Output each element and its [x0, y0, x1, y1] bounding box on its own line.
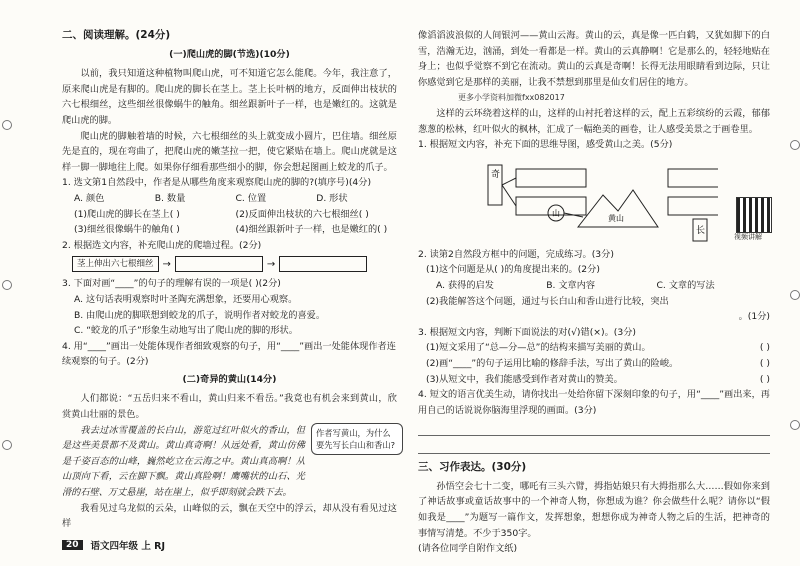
judge-row: [418, 340, 770, 356]
sub-question[interactable]: (4)细丝跟新叶子一样，也是嫩红的( ): [235, 224, 388, 236]
binding-hole: [790, 140, 800, 150]
question-stem: 4. 用“____”画出一处能体现作者细致观察的句子，用“____”画出一处能体现作者连续观察的句子。(2分): [62, 340, 396, 368]
qr-code-icon[interactable]: [736, 197, 772, 233]
option: B. 数量: [154, 192, 186, 204]
answer-paren[interactable]: ( ): [759, 357, 770, 369]
sub-question[interactable]: (1)爬山虎的脚长在茎上( ): [74, 208, 180, 220]
option: C. “蛟龙的爪子”形象生动地写出了爬山虎的脚的形状。: [74, 325, 298, 337]
watermark-text: 更多小学资料加微fxx082017: [458, 93, 565, 103]
question-bubble: 作者写黄山，为什么要先写长白山和香山?: [311, 423, 403, 455]
binding-hole: [2, 280, 12, 290]
sub-question[interactable]: (1)这个问题是从( )的角度提出来的。(2分): [426, 264, 600, 276]
answer-line[interactable]: [418, 440, 770, 454]
writing-prompt: 孙悟空会七十二变，哪吒有三头六臂，拇指姑娘只有大拇指那么大……假如你来到了神话故事或童话故事中的一个神奇人物，你想成为谁？你会做些什么呢？请你以“假如我是____”为题写一篇作文，发挥想象，想想你成为神奇人物之后的生活，把神奇的事情写清楚。不少于350字。: [418, 480, 770, 539]
option: A. 获得的启发: [436, 279, 494, 291]
option: B. 文章内容: [546, 279, 596, 291]
section-heading: 三、习作表达。(30分): [418, 461, 527, 474]
passage-paragraph: 人们都说：“五岳归来不看山，黄山归来不看岳。”我竟也有机会来到黄山，欣赏黄山壮丽的景色。: [62, 393, 397, 421]
option: A. 颜色: [74, 192, 105, 204]
right-column: [418, 28, 770, 557]
binding-hole: [2, 120, 12, 130]
sub-question-list: [62, 207, 397, 238]
qr-label: 视频讲解: [734, 233, 762, 241]
option: B. 由爬山虎的脚联想到蛟龙的爪子，说明作者对蛟龙的喜爱。: [74, 309, 326, 321]
option: A. 这句话表明观察时叶圣陶充满想象，还要用心观察。: [74, 293, 298, 305]
option: D. 形状: [316, 192, 348, 204]
writing-note: (请各位同学自附作文纸): [418, 543, 518, 555]
passage-paragraph: 我看见过乌龙似的云朵，山峰似的云，飘在天空中的浮云，却从没有看见过这样: [62, 502, 397, 530]
answer-paren[interactable]: ( ): [759, 342, 770, 354]
passage-paragraph: 爬山虎的脚触着墙的时候，六七根细丝的头上就变成小圆片，巴住墙。细丝原先是直的，现在弯曲了，把爬山虎的嫩茎拉一把，使它紧贴在墙上。爬山虎就是这样一脚一脚地往上爬。如果你仔细看那些细小的脚，你会想起图画上蛟龙的爪子。: [62, 130, 397, 173]
judge-row: [418, 356, 770, 372]
mind-map-svg: [418, 155, 718, 243]
question-stem: 1. 选文第1自然段中，作者是从哪些角度来观察爬山虎的脚的?(填序号)(4分): [62, 177, 372, 189]
question-stem: 4. 短文的语言优美生动，请你找出一处给你留下深刻印象的句子，用“____”画出来，再用自己的话说说你脑海里浮现的画面。(3分): [418, 389, 770, 416]
option: C. 位置: [235, 192, 267, 204]
question-stem: 3. 下面对画“____”的句子的理解有误的一项是( )(2分): [62, 278, 281, 290]
option: C. 文章的写法: [656, 279, 715, 291]
binding-hole: [790, 420, 800, 430]
passage-paragraph: 我去过冰雪覆盖的长白山，游览过红叶似火的香山，但是这些美景都不及黄山。黄山真奇啊！从远处看，黄山仿佛是千姿百态的山峰，巍然屹立在云海之中。黄山真高啊！从山顶向下看，云在脚下飘。黄山真险啊！鹰嘴状的山石、光滑的石壁、万丈悬崖，站在崖上，似乎即刻就会跌下去。: [62, 424, 305, 499]
mind-map-label: 奇: [491, 169, 501, 180]
mind-map-blank[interactable]: [668, 169, 718, 187]
mind-map-label: 长: [696, 225, 706, 236]
binding-right: [788, 0, 800, 566]
answer-paren[interactable]: ( ): [759, 373, 770, 385]
option-list: [62, 191, 397, 207]
arrow-icon: →: [266, 258, 276, 270]
mind-map-blank[interactable]: [516, 197, 586, 215]
mind-map-label: 黄山: [608, 213, 624, 223]
binding-hole: [2, 440, 12, 450]
passage-title: (二)奇异的黄山(14分): [182, 373, 277, 385]
mind-map-blank[interactable]: [668, 197, 718, 215]
question-stem: 2. 读第2自然段方框中的问题，完成练习。(3分): [418, 248, 614, 260]
passage-title: (一)爬山虎的脚(节选)(10分): [169, 48, 290, 60]
judge-item: (1)短文采用了“总—分—总”的结构来描写美丽的黄山。: [426, 342, 651, 354]
process-flow: [72, 256, 397, 272]
judge-row: [418, 372, 770, 388]
passage-paragraph: 像滔滔波浪似的人间银河——黄山云海。黄山的云，真是像一匹白鹤，又犹如脚下的白雪，浩瀚无边，汹涌，到处一看都是一样。黄山的云真静啊！它是那么的，轻轻地贴在身上；也似乎觉察不到它在流动。黄山的云真是奇啊！长得无法用眼睛看到边际，只让你感觉到它是那样的美丽，让我不禁想到那里是仙女们居住的地方。: [418, 30, 770, 88]
question-stem: 3. 根据短文内容，判断下面说法的对(√)错(×)。(3分): [418, 326, 636, 338]
passage-paragraph: 以前，我只知道这种植物叫爬山虎，可不知道它怎么能爬。今年，我注意了，原来爬山虎是有脚的。爬山虎的脚长在茎上。茎上长叶柄的地方，反面伸出枝状的六七根细丝，这些细丝很像蜗牛的触角。细丝跟新叶子一样，也是嫩红的。这就是爬山虎的脚。: [62, 68, 397, 126]
arrow-icon: →: [162, 258, 171, 270]
mind-map-label: 山: [552, 208, 560, 218]
binding-hole: [790, 290, 800, 300]
question-stem: 2. 根据选文内容，补充爬山虎的爬墙过程。(2分): [62, 239, 262, 251]
mind-map: [418, 155, 770, 243]
judge-item: (2)画“____”的句子运用比喻的修辞手法，写出了黄山的险峻。: [426, 357, 679, 369]
mind-map-blank[interactable]: [516, 169, 586, 187]
footer-title: 语文四年级 上 RJ: [90, 541, 165, 552]
section-heading: 二、阅读理解。(24分): [62, 29, 171, 41]
question-stem: 1. 根据短文内容，补充下面的思维导图，感受黄山之美。(5分): [418, 139, 673, 151]
option-list: [418, 278, 770, 294]
passage-paragraph: 这样的云环绕着这样的山，这样的山衬托着这样的云，配上五彩缤纷的云霞，郁郁葱葱的松林，红叶似火的枫林，汇成了一幅绝美的画卷，让人感受美景之于画卷里。: [418, 107, 770, 135]
left-column: [62, 28, 397, 532]
sub-question[interactable]: (3)细丝很像蜗牛的触角( ): [74, 224, 180, 236]
answer-line[interactable]: [418, 422, 770, 436]
sub-question[interactable]: (2)反面伸出枝状的六七根细丝( ): [235, 208, 369, 220]
binding-left: [0, 0, 12, 566]
page-number: 20: [62, 540, 83, 550]
flow-blank-box[interactable]: [279, 256, 367, 272]
sub-question[interactable]: (2)我能解答这个问题，通过与长白山和香山进行比较，突出: [426, 295, 669, 307]
judge-item: (3)从短文中，我们能感受到作者对黄山的赞美。: [426, 373, 623, 385]
flow-blank-box[interactable]: [175, 256, 263, 272]
page-footer: [62, 538, 165, 552]
flow-start-box: 茎上伸出六七根细丝: [72, 256, 159, 272]
score-note: 。(1分): [738, 311, 770, 323]
boxed-paragraph-wrap: [62, 423, 397, 501]
